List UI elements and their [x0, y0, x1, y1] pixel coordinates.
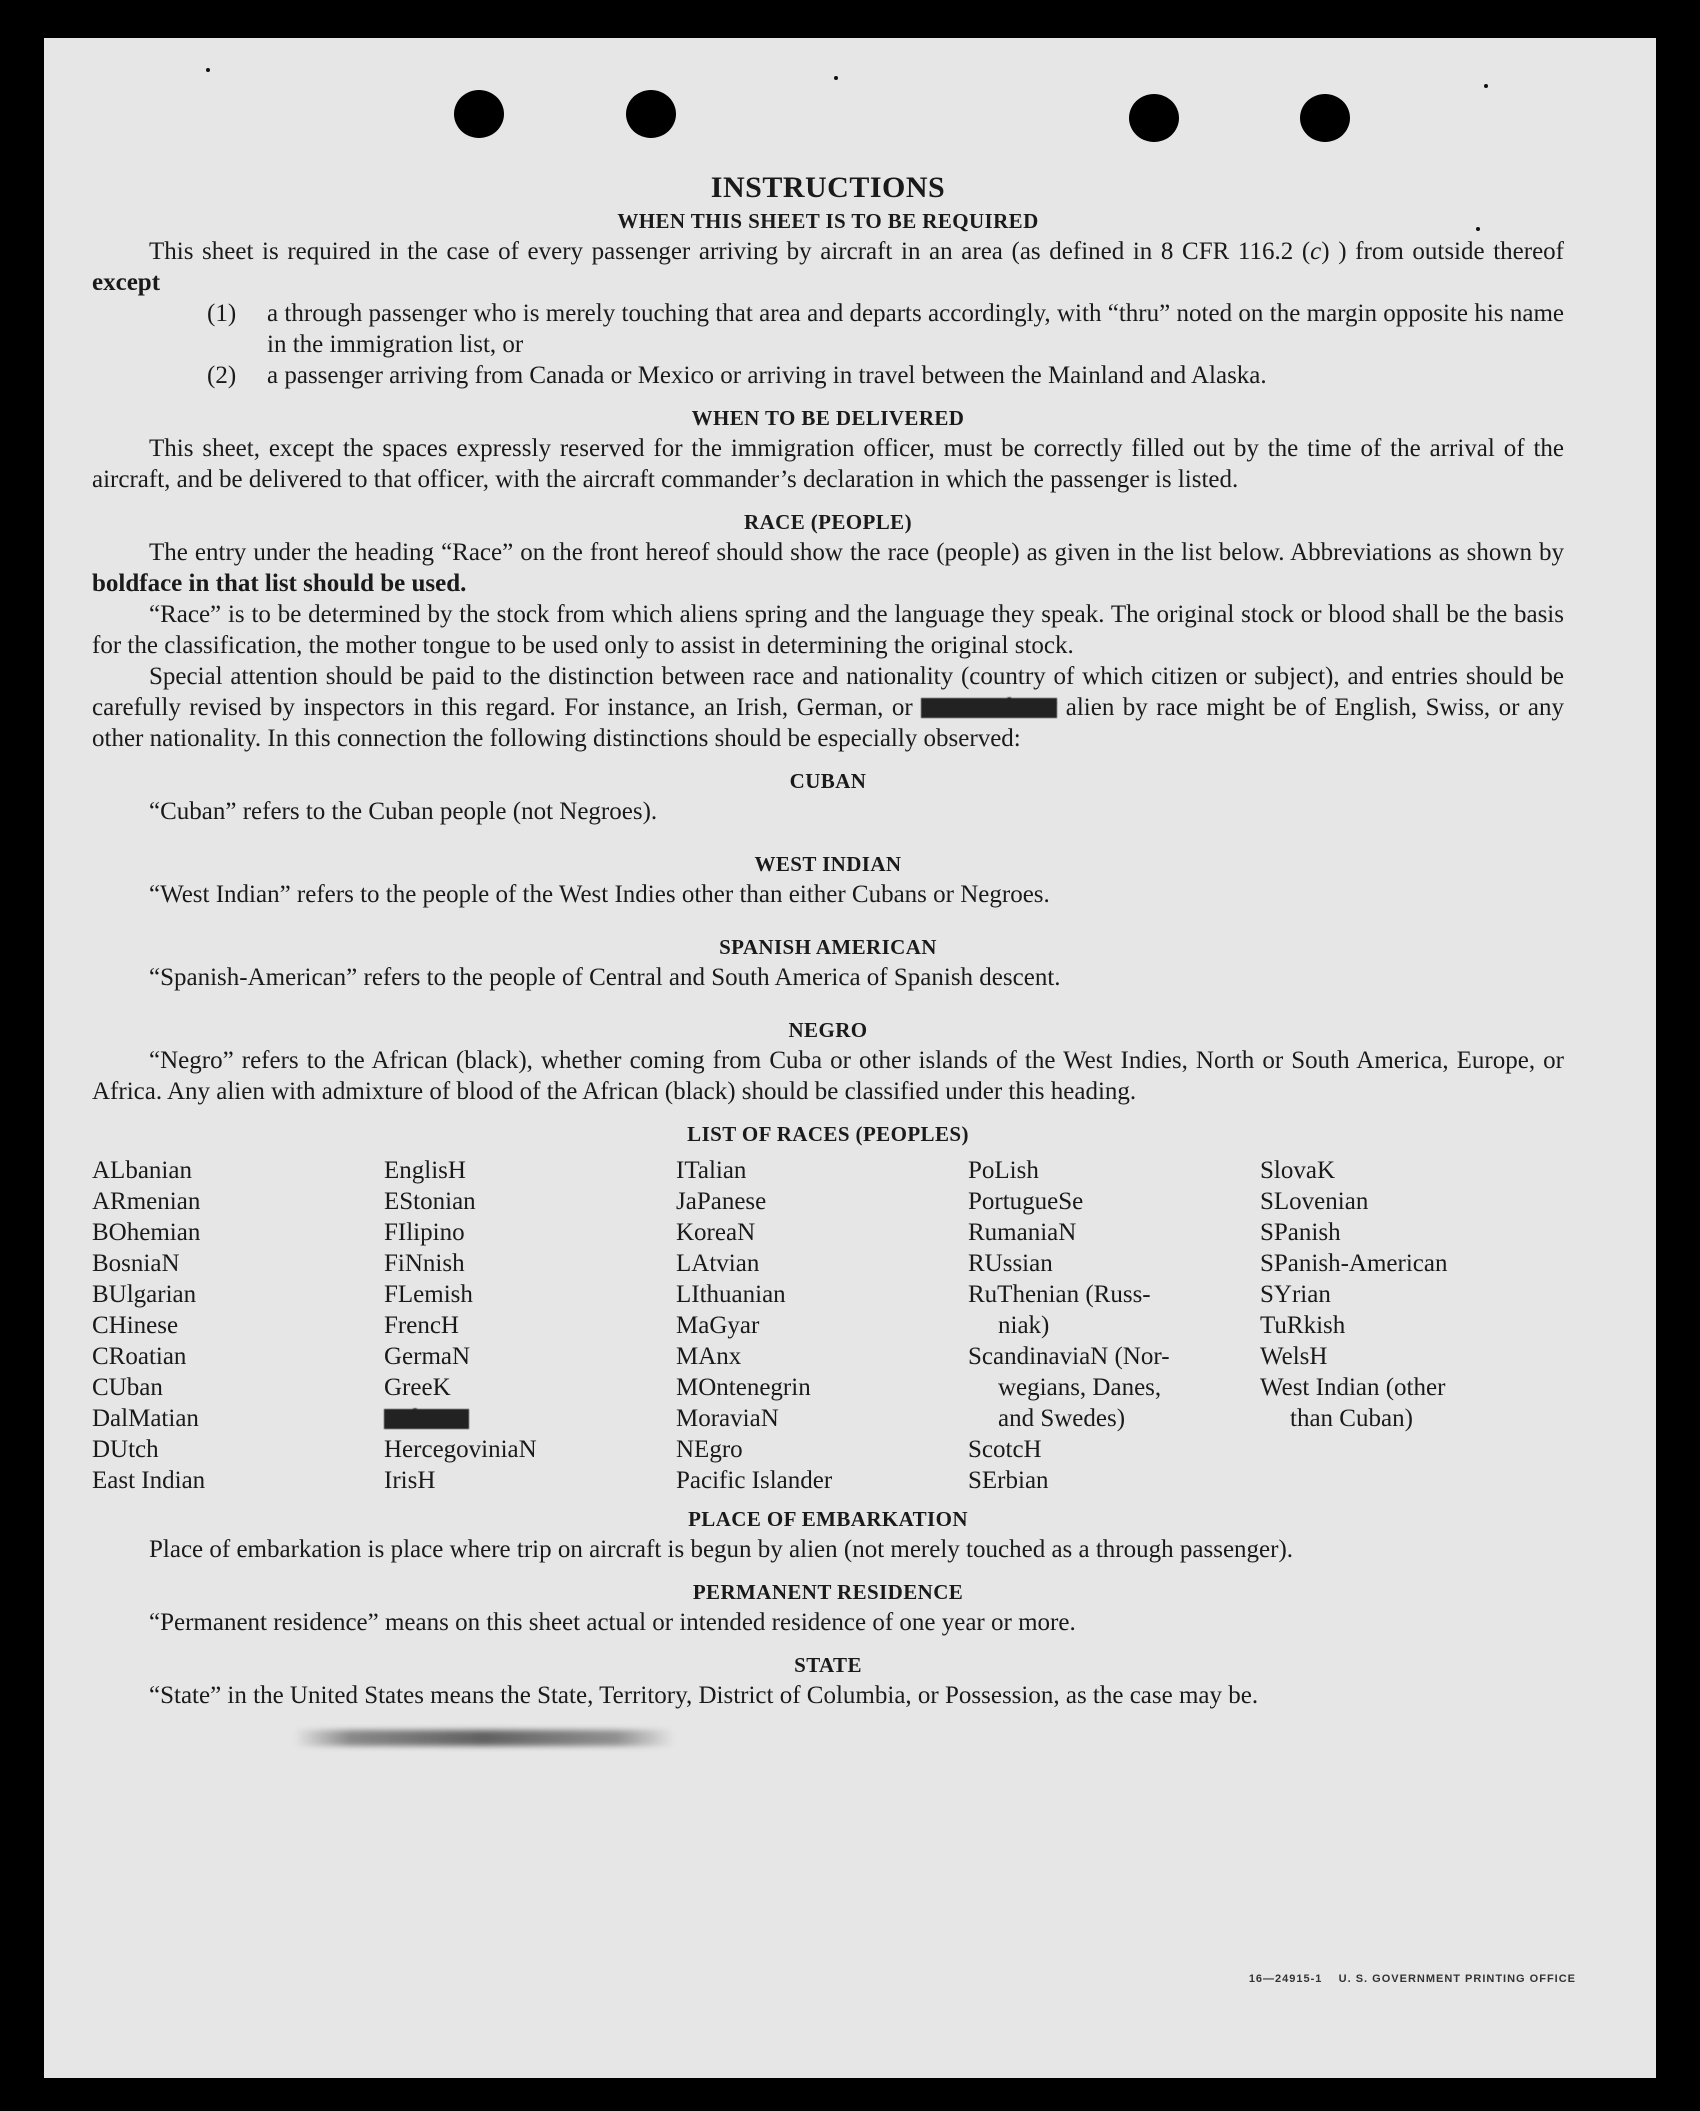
section-heading-spanish-american: SPANISH AMERICAN [719, 935, 937, 959]
section-heading-negro: NEGRO [788, 1018, 868, 1042]
list-item: NEgro [676, 1436, 743, 1463]
punch-hole [626, 90, 676, 138]
paragraph-west-indian: “West Indian” refers to the people of the West Indies other than either Cubans or Negroes. [149, 881, 1050, 908]
races-column-5 [1260, 1155, 1552, 1496]
document-sheet [44, 38, 1656, 2078]
list-item: RuThenian (Russ- [968, 1281, 1151, 1308]
list-item: TuRkish [1260, 1312, 1346, 1339]
list-item: FIlipino [384, 1219, 465, 1246]
list-item: CHinese [92, 1312, 179, 1339]
list-item: RUssian [968, 1250, 1053, 1277]
races-column-1 [92, 1155, 384, 1496]
list-item: PoLish [968, 1157, 1039, 1184]
list-item: SLovenian [1260, 1188, 1369, 1215]
paragraph-negro: “Negro” refers to the African (black), whether coming from Cuba or other islands of the West Indies, North or South America, Europe, or Africa. Any alien with admixture of blood of the African (black) should be classified under this heading. [92, 1047, 1564, 1105]
printer-imprint [1249, 1973, 1576, 1985]
paragraph-spanish-american: “Spanish-American” refers to the people of Central and South America of Spanish descent. [149, 964, 1061, 991]
list-item: Pacific Islander [676, 1467, 833, 1494]
list-item: SPanish-American [1260, 1250, 1448, 1277]
printer-name: U. S. GOVERNMENT PRINTING OFFICE [1338, 1973, 1576, 1985]
list-item: DUtch [92, 1436, 159, 1463]
paragraph-race-1: The entry under the heading “Race” on the front hereof should show the race (people) as given in the list below. Abbreviations as shown by boldface in that list should be used. [92, 539, 1564, 597]
list-item: GreeK [384, 1374, 451, 1401]
list-item: FrencH [384, 1312, 459, 1339]
section-heading-residence: PERMANENT RESIDENCE [692, 1580, 964, 1604]
list-item: MoraviaN [676, 1405, 779, 1432]
list-item: PortugueSe [968, 1188, 1084, 1215]
list-item: BUlgarian [92, 1281, 197, 1308]
list-item: JaPanese [676, 1188, 767, 1215]
list-item: ITalian [676, 1157, 747, 1184]
section-heading-races-list: LIST OF RACES (PEOPLES) [687, 1122, 969, 1146]
section-heading-cuban: CUBAN [789, 769, 867, 793]
list-item: West Indian (other [1260, 1374, 1446, 1401]
list-item: SYrian [1260, 1281, 1331, 1308]
list-item: FLemish [384, 1281, 473, 1308]
paragraph-embarkation: Place of embarkation is place where trip on aircraft is begun by alien (not merely touched as a through passenger). [149, 1536, 1294, 1563]
punch-hole [1300, 94, 1350, 142]
list-item-1: (1) a through passenger who is merely touching that area and departs accordingly, with “thru” noted on the margin opposite his name in the immigration list, or [207, 300, 1564, 358]
redacted-word: Hebrew [921, 698, 1057, 718]
list-item: BosniaN [92, 1250, 180, 1277]
list-item: MaGyar [676, 1312, 760, 1339]
dust-speck [1484, 84, 1488, 88]
list-item-continuation: than Cuban) [1290, 1405, 1413, 1432]
ink-smudge [294, 1730, 674, 1746]
section-heading-embarkation: PLACE OF EMBARKATION [688, 1507, 968, 1531]
section-heading-west-indian: WEST INDIAN [754, 852, 902, 876]
list-item-continuation: and Swedes) [998, 1405, 1126, 1432]
instructions-body [92, 170, 1564, 1711]
list-item: IrisH [384, 1467, 436, 1494]
paragraph-cuban: “Cuban” refers to the Cuban people (not Negroes). [149, 798, 658, 825]
paragraph-residence: “Permanent residence” means on this sheet actual or intended residence of one year or more. [149, 1609, 1076, 1636]
list-item-continuation: wegians, Danes, [998, 1374, 1162, 1401]
section-heading-required: WHEN THIS SHEET IS TO BE REQUIRED [617, 209, 1039, 233]
list-item-continuation: niak) [998, 1312, 1050, 1339]
races-column-4 [968, 1155, 1260, 1496]
list-item: SlovaK [1260, 1157, 1335, 1184]
list-item-redacted: HebreW [384, 1405, 469, 1432]
list-item: ALbanian [92, 1157, 192, 1184]
dust-speck [206, 68, 210, 72]
list-item: BOhemian [92, 1219, 201, 1246]
page-title: INSTRUCTIONS [710, 171, 946, 204]
dust-speck [834, 76, 838, 80]
list-item: MOntenegrin [676, 1374, 811, 1401]
list-item: East Indian [92, 1467, 206, 1494]
list-item-2: (2) a passenger arriving from Canada or Mexico or arriving in travel between the Mainland and Alaska. [207, 362, 1267, 389]
races-column-2 [384, 1155, 676, 1496]
punch-hole [454, 90, 504, 138]
list-item: WelsH [1260, 1343, 1328, 1370]
races-list [92, 1155, 1564, 1496]
list-item: RumaniaN [968, 1219, 1077, 1246]
paragraph-delivered: This sheet, except the spaces expressly reserved for the immigration officer, must be correctly filled out by the time of the arrival of the aircraft, and be delivered to that officer, with the aircraft commander’s declaration in which the passenger is listed. [92, 435, 1564, 493]
section-heading-delivered: WHEN TO BE DELIVERED [691, 406, 965, 430]
paragraph-state: “State” in the United States means the State, Territory, District of Columbia, or Possession, as the case may be. [149, 1682, 1259, 1709]
punch-hole [1129, 94, 1179, 142]
list-item: EStonian [384, 1188, 476, 1215]
list-item: HercegoviniaN [384, 1436, 537, 1463]
list-item: KoreaN [676, 1219, 756, 1246]
form-number: 16—24915-1 [1248, 1973, 1323, 1985]
list-item: EnglisH [384, 1157, 466, 1184]
list-item: SErbian [968, 1467, 1049, 1494]
paragraph-race-3: Special attention should be paid to the distinction between race and nationality (country of which citizen or subject), and entries should be carefully revised by inspectors in this regard. For instance, an Irish, German, or Hebrew alien by race might be of English, Swiss, or any other nationality. In this connection the following distinctions should be especially observed: [92, 663, 1565, 752]
paragraph-race-2: “Race” is to be determined by the stock from which aliens spring and the language they speak. The original stock or blood shall be the basis for the classification, the mother tongue to be used only to assist in determining the original stock. [92, 601, 1564, 659]
list-item: SPanish [1260, 1219, 1341, 1246]
list-item: CRoatian [92, 1343, 187, 1370]
list-item: ARmenian [92, 1188, 201, 1215]
section-heading-state: STATE [794, 1653, 862, 1677]
list-item: FiNnish [384, 1250, 465, 1277]
list-item: GermaN [384, 1343, 471, 1370]
list-item: MAnx [676, 1343, 742, 1370]
paragraph-required: This sheet is required in the case of every passenger arriving by aircraft in an area (as defined in 8 CFR 116.2 (c) ) from outside thereof except [92, 238, 1564, 296]
list-item: ScotcH [968, 1436, 1042, 1463]
list-item: CUban [92, 1374, 163, 1401]
section-heading-race: RACE (PEOPLE) [744, 510, 912, 534]
races-column-3 [676, 1155, 968, 1496]
list-item: LAtvian [676, 1250, 760, 1277]
list-item: LIthuanian [676, 1281, 786, 1308]
list-item: ScandinaviaN (Nor- [968, 1343, 1170, 1370]
list-item: DalMatian [92, 1405, 199, 1432]
